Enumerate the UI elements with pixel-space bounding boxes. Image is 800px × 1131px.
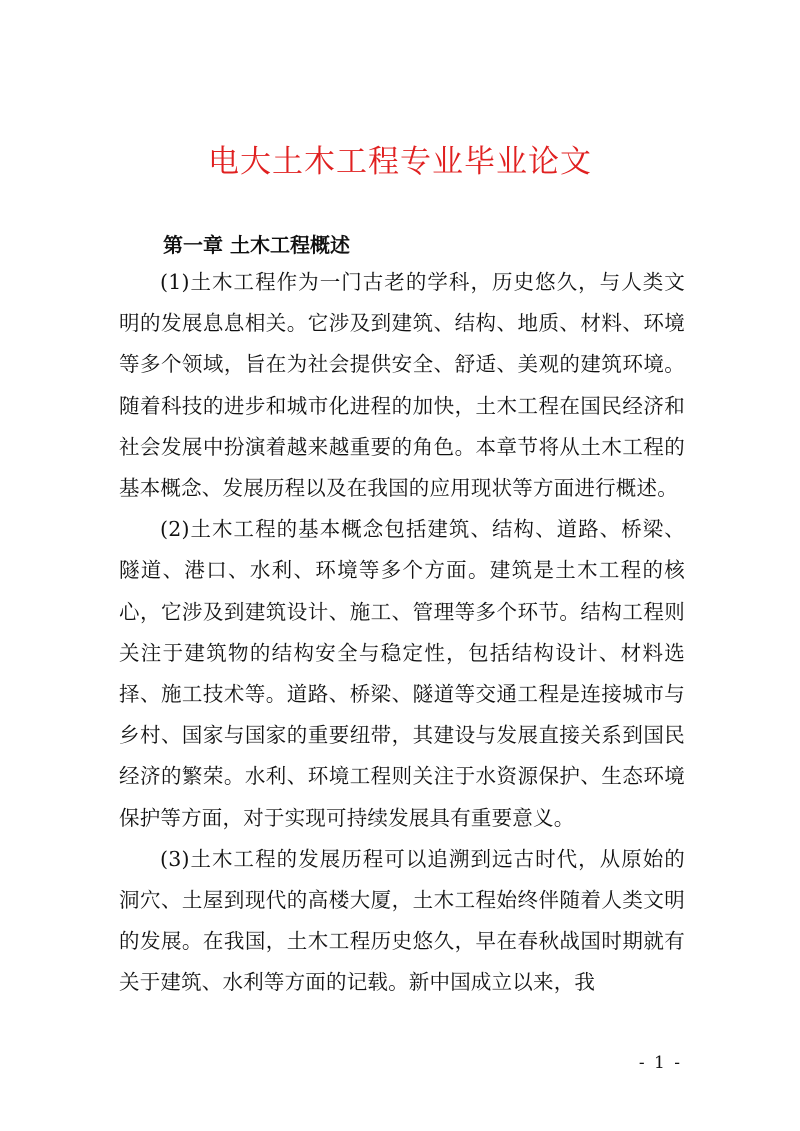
paragraph-3: (3)土木工程的发展历程可以追溯到远古时代，从原始的洞穴、土屋到现代的高楼大厦，土木工程始终伴随着人类文明的发展。在我国，土木工程历史悠久，早在春秋战国时期就有关于建筑、水利等方面的记载。新中国成立以来，我	[119, 846, 685, 995]
chapter-heading: 第一章 土木工程概述	[163, 233, 350, 257]
page-number: - 1 -	[638, 1053, 682, 1073]
paragraph-1: (1)土木工程作为一门古老的学科，历史悠久，与人类文明的发展息息相关。它涉及到建筑、结构、地质、材料、环境等多个领域，旨在为社会提供安全、舒适、美观的建筑环境。随着科技的进步和城市化进程的加快，土木工程在国民经济和社会发展中扮演着越来越重要的角色。本章节将从土木工程的基本概念、发展历程以及在我国的应用现状等方面进行概述。	[119, 270, 685, 501]
paragraph-2: (2)土木工程的基本概念包括建筑、结构、道路、桥梁、隧道、港口、水利、环境等多个方面。建筑是土木工程的核心，它涉及到建筑设计、施工、管理等多个环节。结构工程则关注于建筑物的结构安全与稳定性，包括结构设计、材料选择、施工技术等。道路、桥梁、隧道等交通工程是连接城市与乡村、国家与国家的重要纽带，其建设与发展直接关系到国民经济的繁荣。水利、环境工程则关注于水资源保护、生态环境保护等方面，对于实现可持续发展具有重要意义。	[119, 517, 685, 830]
document-title: 电大土木工程专业毕业论文	[208, 144, 592, 180]
body-text	[119, 262, 685, 1004]
